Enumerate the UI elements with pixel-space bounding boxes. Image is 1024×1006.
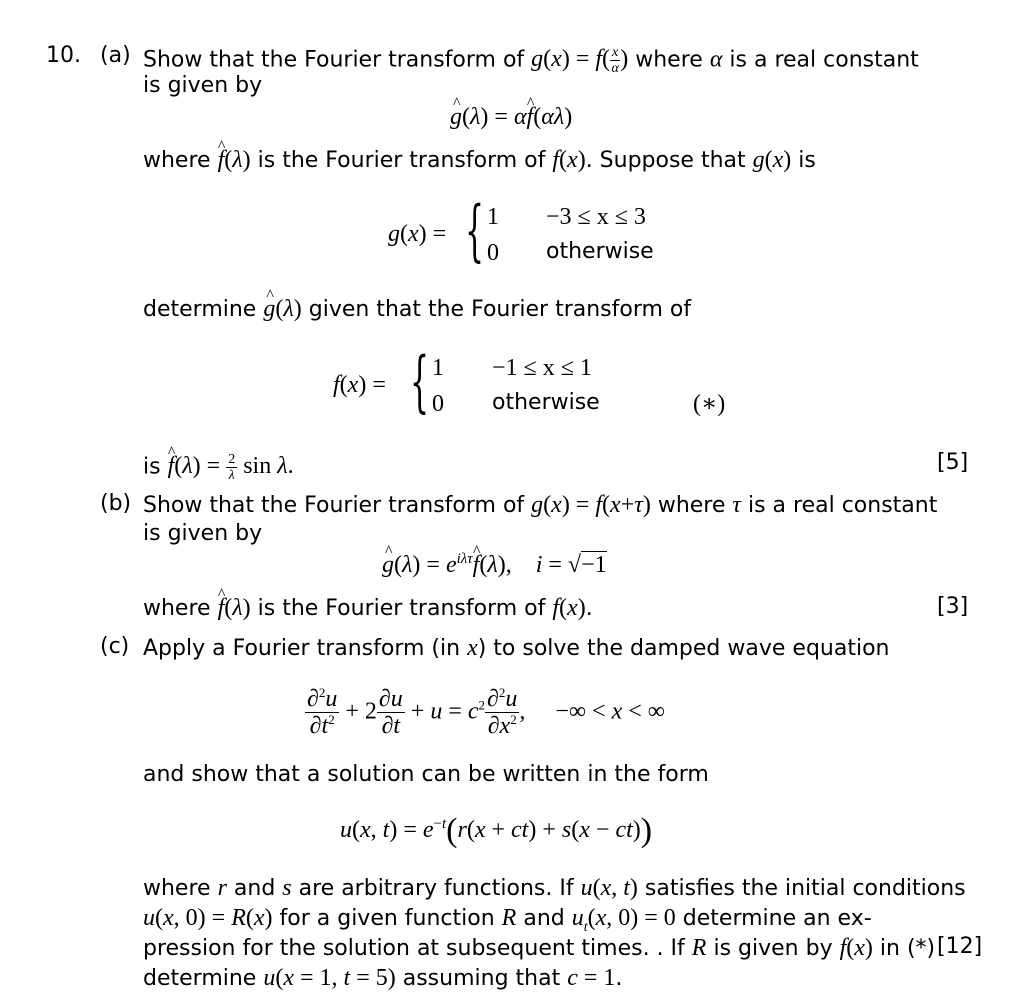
part-a-determine-line: determine ^ g(λ) given that the Fourier transform of [143,297,691,321]
part-c-para-line2: u(x, 0) = R(x) for a given function R and $u_t(x$, 0) = 0 determine an ex- [143,905,872,935]
f-def-case2-cond: otherwise [492,390,600,415]
part-a-result-line: is ^ f(λ) = $\frac{2}{\lambda}$ sin λ. [143,452,294,484]
part-c-show-line: and show that a solution can be written in the form [143,762,709,787]
g-def-lhs: g(x) = [388,221,447,247]
part-b-label: (b) [100,491,132,516]
f-def-case2-value: 0 [432,391,444,417]
f-def-lhs: f(x) = [333,372,386,398]
f-def-case1-cond: −1 ≤ x ≤ 1 [492,355,592,381]
part-a-where-line: where ^ f(λ) is the Fourier transform of f(x). Suppose that g(x) is [143,148,816,172]
g-def-case2-value: 0 [487,240,499,266]
part-c-para-line1: where r and s are arbitrary functions. If u(x, t) satisfies the initial conditions [143,875,966,901]
part-b-formula: ^ $g(\lambda) = e^{i\lambda\tau}\^{}$ f(λ), i = √−1 [382,552,607,577]
part-a-line1: Show that the Fourier transform of g(x) = f( $\frac{x}{\alpha}$ ) where α is a real constant [143,45,919,77]
part-c-marks: [12] [937,934,983,959]
g-def-case1-cond: −3 ≤ x ≤ 3 [546,204,646,230]
part-a-line2: is given by [143,73,263,98]
g-def-case2-cond: otherwise [546,239,654,264]
part-b-line1: Show that the Fourier transform of g(x) = f(x+τ) where τ is a real constant [143,492,938,518]
part-c-para-line3: pression for the solution at subsequent times. . If R is given by f(x) in (*) [143,935,936,961]
part-b-where-line: where ^ f(λ) is the Fourier transform of f(x). [143,596,593,620]
part-c-pde: $\frac{\partial^2u}{\partial t^2}$ + 2 $\frac{\partial u}{\partial t}$ + $u = c^2$ $\frac{\partial^2u}{\partial x^2}$ , −∞ < x < ∞ [307,685,665,740]
part-c-para-line4: determine u(x = 1, t = 5) assuming that c = 1. [143,965,623,991]
f-def-brace: { [410,344,430,422]
f-def-case1-value: 1 [432,355,444,381]
part-a-ghat-formula: ^ g(λ) = α^ f(αλ) [450,105,572,129]
part-b-line2: is given by [143,521,263,546]
problem-number: 10. [46,43,81,68]
part-b-marks: [3] [937,594,969,619]
part-c-line1: Apply a Fourier transform (in x) to solve the damped wave equation [143,635,890,661]
f-def-tag: (∗) [693,391,726,417]
part-c-solution: u(x, $t) = e^{-t}(r(x + ct) + s(x - ct))$ [340,812,653,849]
part-a-label: (a) [100,43,131,68]
part-a-marks: [5] [937,450,969,475]
part-c-label: (c) [100,634,130,659]
g-def-brace: { [465,193,485,271]
g-def-case1-value: 1 [487,204,499,230]
